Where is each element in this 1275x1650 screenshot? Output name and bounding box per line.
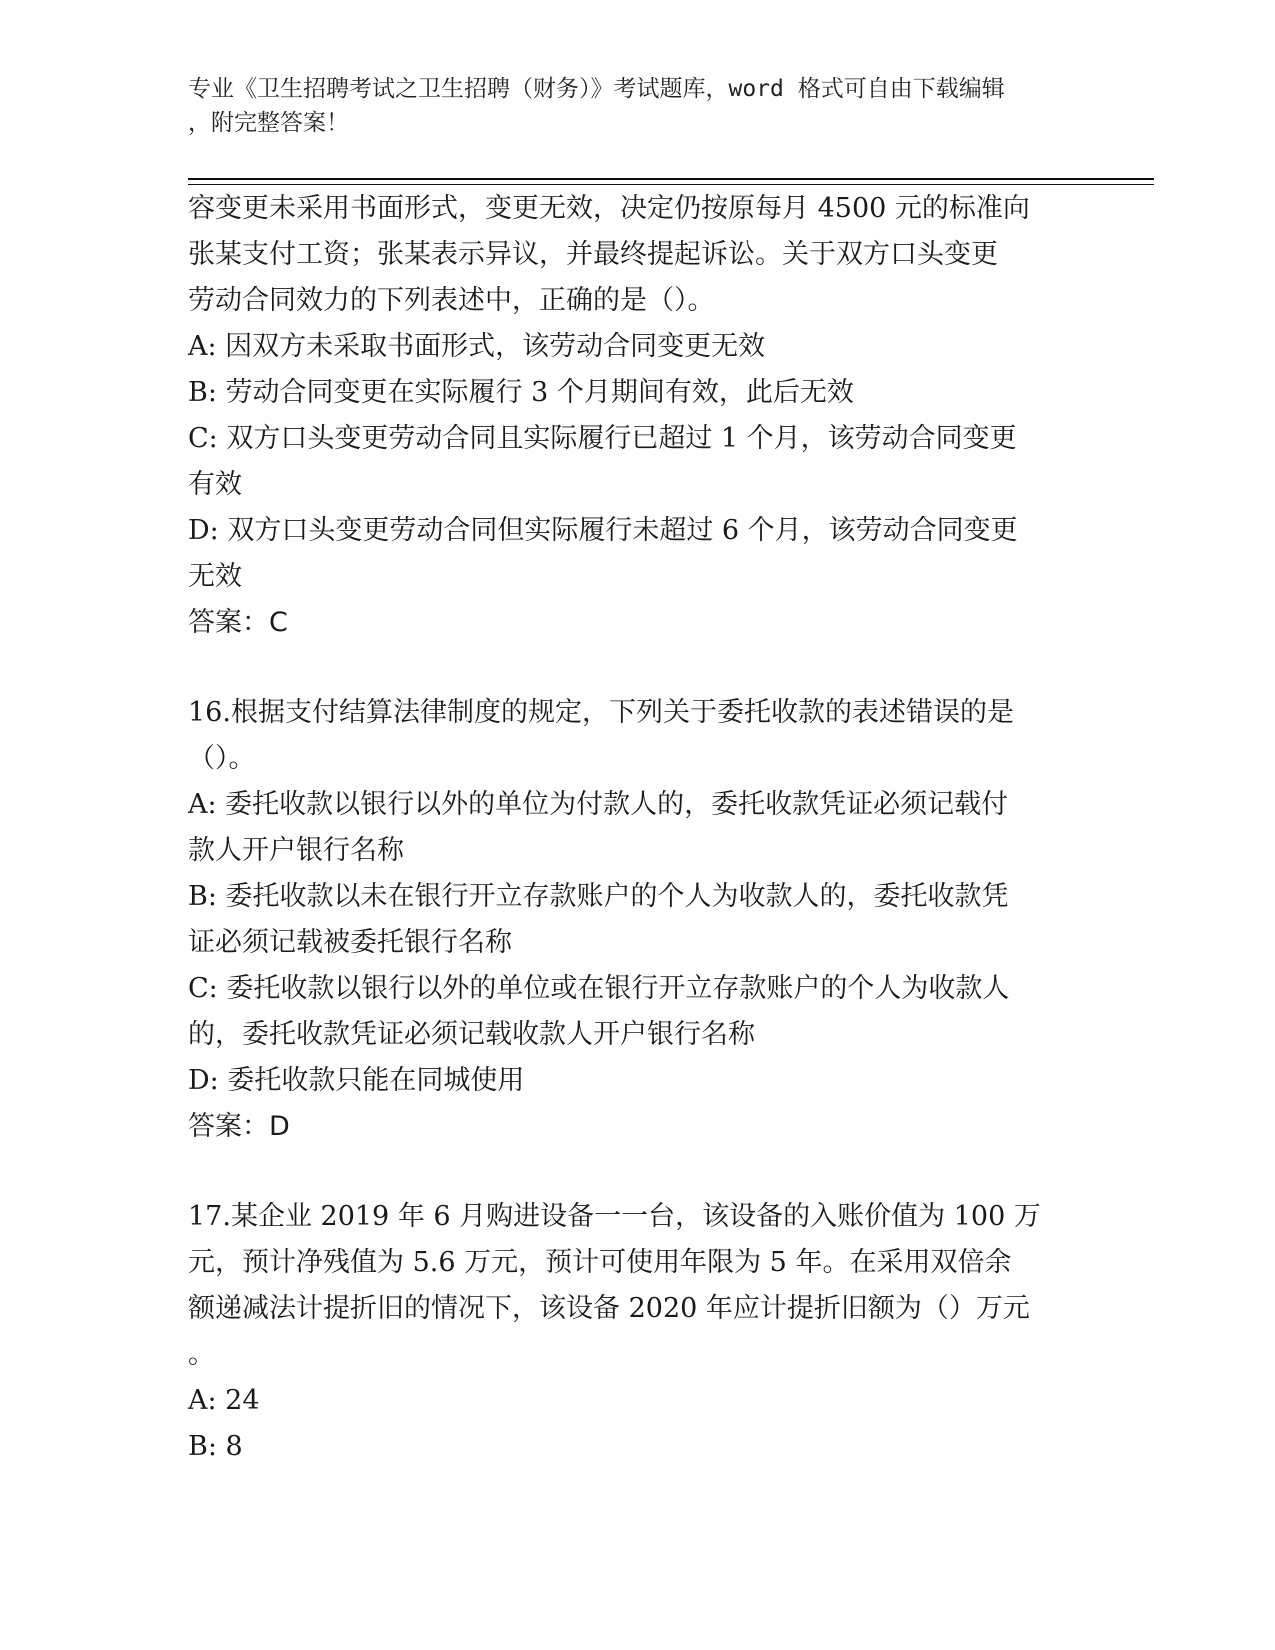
header-rule-thin [188, 184, 1154, 185]
header-line-1: 专业《卫生招聘考试之卫生招聘（财务）》考试题库，word 格式可自由下载编辑 [188, 76, 1005, 102]
question-stem-line: 容变更未采用书面形式，变更无效，决定仍按原每月 4500 元的标准向 [188, 193, 1030, 224]
question-spacer [188, 646, 1088, 690]
answer-label: 答案：C [188, 607, 288, 638]
question-spacer [188, 1150, 1088, 1194]
header-rule-thick [188, 178, 1154, 180]
option-d-continued: 无效 [188, 561, 242, 592]
question-stem-line: 额递减法计提折旧的情况下，该设备 2020 年应计提折旧额为（）万元 [188, 1293, 1030, 1324]
option-b: B: 劳动合同变更在实际履行 3 个月期间有效，此后无效 [188, 377, 854, 408]
option-c: C: 双方口头变更劳动合同且实际履行已超过 1 个月，该劳动合同变更 [188, 423, 1017, 454]
header-line-2: ，附完整答案！ [188, 110, 349, 136]
option-b: B: 委托收款以未在银行开立存款账户的个人为收款人的，委托收款凭 [188, 881, 1009, 912]
question-17 [188, 1194, 1088, 1470]
answer-label: 答案：D [188, 1111, 290, 1142]
question-stem-line: 16.根据支付结算法律制度的规定，下列关于委托收款的表述错误的是 [188, 697, 1014, 728]
option-a: A: 因双方未采取书面形式，该劳动合同变更无效 [188, 331, 766, 362]
question-stem-line: 张某支付工资；张某表示异议，并最终提起诉讼。关于双方口头变更 [188, 239, 998, 270]
question-stem-line: 。 [188, 1339, 215, 1370]
question-stem-line: 17.某企业 2019 年 6 月购进设备一一台，该设备的入账价值为 100 万 [188, 1201, 1041, 1232]
option-d: D: 委托收款只能在同城使用 [188, 1065, 525, 1096]
document-header [188, 72, 1068, 140]
question-stem-line: （）。 [188, 743, 256, 774]
question-stem-line: 元，预计净残值为 5.6 万元，预计可使用年限为 5 年。在采用双倍余 [188, 1247, 1012, 1278]
option-b: B: 8 [188, 1431, 243, 1462]
option-d: D: 双方口头变更劳动合同但实际履行未超过 6 个月，该劳动合同变更 [188, 515, 1018, 546]
option-a: A: 24 [188, 1385, 260, 1416]
question-15 [188, 186, 1088, 646]
option-a: A: 委托收款以银行以外的单位为付款人的，委托收款凭证必须记载付 [188, 789, 1009, 820]
question-16 [188, 690, 1088, 1150]
question-stem-line: 劳动合同效力的下列表述中，正确的是（）。 [188, 285, 715, 316]
option-c-continued: 的，委托收款凭证必须记载收款人开户银行名称 [188, 1019, 755, 1050]
option-a-continued: 款人开户银行名称 [188, 835, 404, 866]
option-b-continued: 证必须记载被委托银行名称 [188, 927, 512, 958]
option-c: C: 委托收款以银行以外的单位或在银行开立存款账户的个人为收款人 [188, 973, 1010, 1004]
option-c-continued: 有效 [188, 469, 242, 500]
question-content [188, 186, 1088, 1470]
